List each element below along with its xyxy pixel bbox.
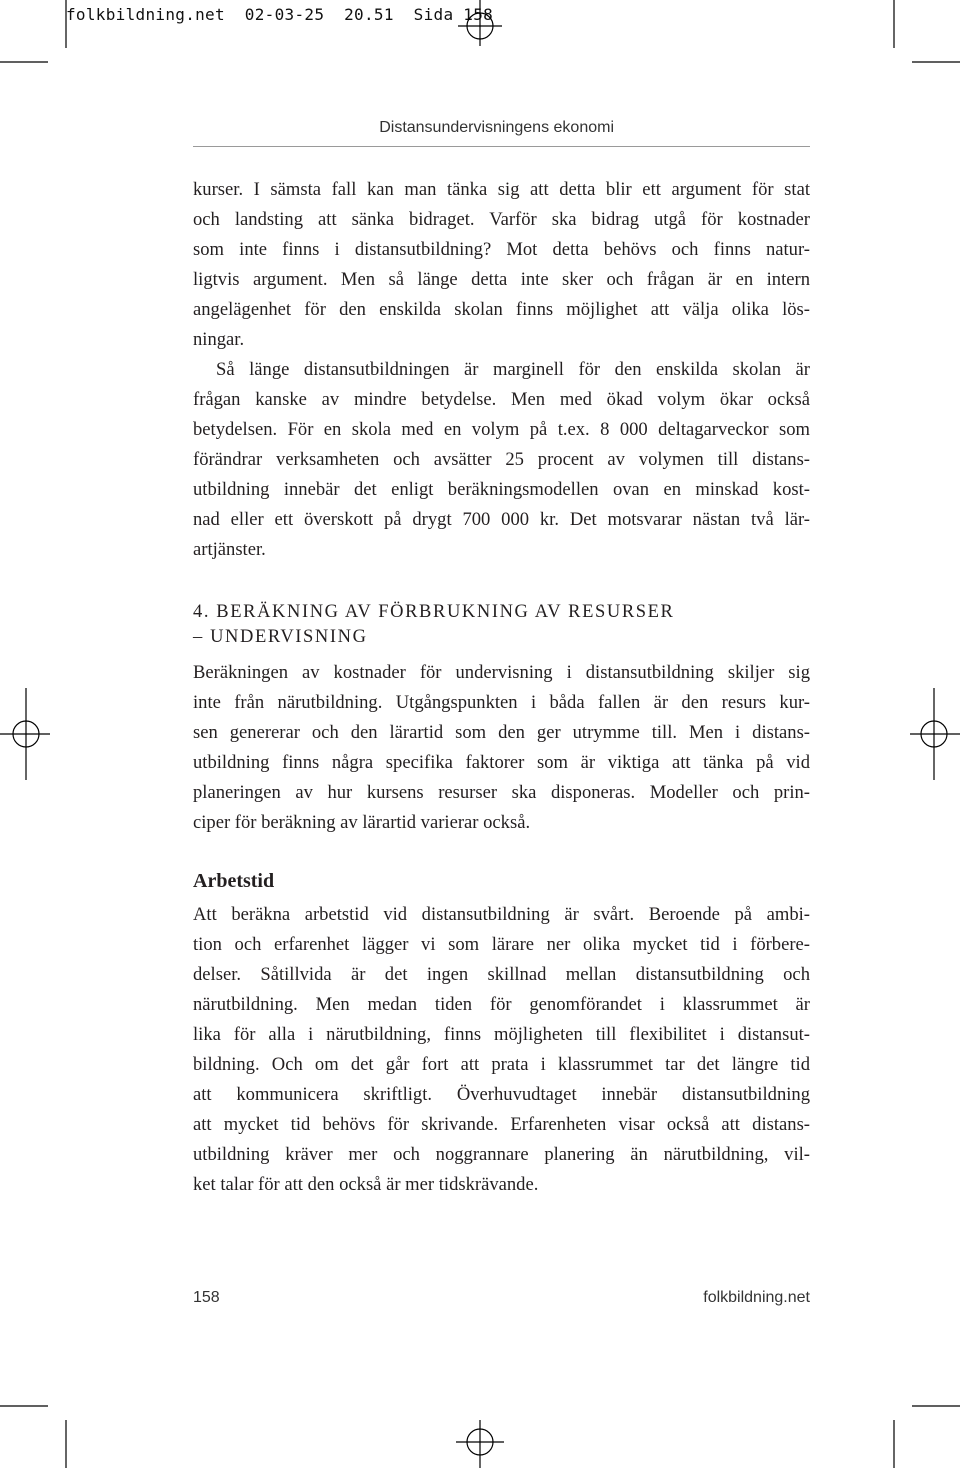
registration-mark-right (910, 688, 960, 780)
footer-site: folkbildning.net (703, 1289, 810, 1306)
text-line: att mycket tid behövs för skrivande. Erfarenheten visar också att distans- (193, 1114, 810, 1135)
text-line: angelägenhet för den enskilda skolan finns möjlighet att välja olika lös- (193, 299, 810, 320)
text-line: ciper för beräkning av lärartid varierar också. (193, 812, 531, 833)
text-line: som inte finns i distansutbildning? Mot detta behövs och finns natur- (193, 239, 810, 260)
text-line: tion och erfarenhet lägger vi som lärare ner olika mycket tid i förbere- (193, 934, 810, 955)
text-line: inte från närutbildning. Utgångspunkten i båda fallen är den resurs kur- (193, 692, 810, 713)
running-head: Distansundervisningens ekonomi (379, 119, 614, 136)
registration-mark-left (0, 688, 50, 780)
text-line: kurser. I sämsta fall kan man tänka sig att detta blir ett argument för stat (193, 179, 810, 200)
registration-mark-bottom (456, 1420, 504, 1468)
text-line: planeringen av hur kursens resurser ska disponeras. Modeller och prin- (193, 782, 810, 803)
section-heading-line-2: – UNDERVISNING (193, 627, 368, 647)
subheading-arbetstid: Arbetstid (193, 870, 275, 892)
text-line: frågan kanske av mindre betydelse. Men med ökad volym ökar också (193, 389, 810, 410)
text-line: artjänster. (193, 539, 266, 560)
header-rule (193, 146, 810, 147)
text-line: ningar. (193, 329, 245, 350)
text-line: Att beräkna arbetstid vid distansutbildning är svårt. Beroende på ambi- (193, 904, 810, 925)
text-line: förändrar verksamheten och avsätter 25 procent av volymen till distans- (193, 449, 810, 470)
text-line: nad eller ett överskott på drygt 700 000 kr. Det motsvarar nästan två lär- (193, 509, 810, 530)
text-line: lika för alla i närutbildning, finns möjligheten till flexibilitet i distansut- (193, 1024, 810, 1045)
section-heading (193, 600, 810, 650)
text-line: utbildning innebär det enligt beräkningsmodellen ovan en minskad kost- (193, 479, 810, 500)
text-line: bildning. Och om det går fort att prata i klassrummet tar det längre tid (193, 1054, 810, 1075)
page-number: 158 (193, 1289, 220, 1306)
text-line: närutbildning. Men medan tiden för genomförandet i klassrummet är (193, 994, 810, 1015)
text-line: ket talar för att den också är mer tidskrävande. (193, 1174, 539, 1195)
text-line: ligtvis argument. Men så länge detta inte sker och frågan är en intern (193, 269, 810, 290)
text-line: och landsting att sänka bidraget. Varför ska bidrag utgå för kostnader (193, 209, 810, 230)
text-line: utbildning kräver mer och noggrannare planering än närutbildning, vil- (193, 1144, 810, 1165)
text-line: utbildning finns några specifika faktorer som är viktiga att tänka på vid (193, 752, 810, 773)
text-line: sen genererar och den lärartid som den ger utrymme till. Men i distans- (193, 722, 810, 743)
text-line: Beräkningen av kostnader för undervisning i distansutbildning skiljer sig (193, 662, 810, 683)
text-line: delser. Såtillvida är det ingen skillnad mellan distansutbildning och (193, 964, 810, 985)
text-line: Så länge distansutbildningen är marginell för den enskilda skolan är (216, 359, 810, 380)
print-slug: folkbildning.net 02-03-25 20.51 Sida 158 (66, 5, 494, 24)
text-line: att kommunicera skriftligt. Överhuvudtaget innebär distansutbildning (193, 1084, 810, 1105)
text-line: betydelsen. För en skola med en volym på t.ex. 8 000 deltagarveckor som (193, 419, 810, 440)
section-heading-line-1: 4. BERÄKNING AV FÖRBRUKNING AV RESURSER (193, 602, 675, 622)
